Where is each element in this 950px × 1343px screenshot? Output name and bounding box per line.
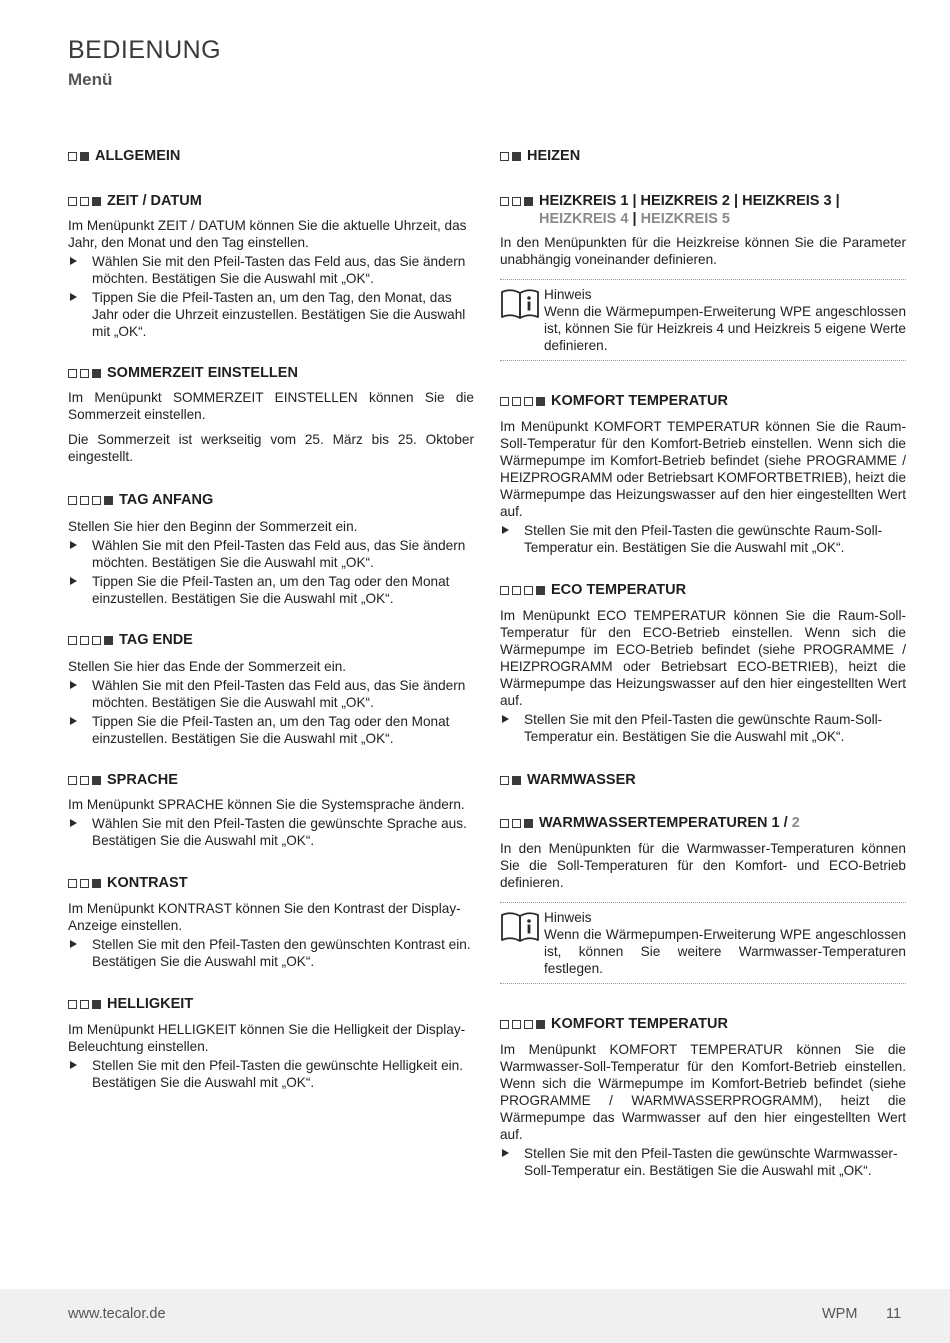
arrow-bullet-icon xyxy=(70,541,77,549)
paragraph: Stellen Sie hier das Ende der Sommerzeit ein. xyxy=(68,659,347,674)
level-marker-icon xyxy=(68,491,116,509)
section-heading-warmwasser: WARMWASSER xyxy=(500,771,906,789)
arrow-bullet-icon xyxy=(70,577,77,585)
bullet-item: Tippen Sie die Pfeil-Tasten an, um den Tag, den Monat, das Jahr oder die Uhrzeit einzustellen. Bestätigen Sie die Auswahl mit „OK“. xyxy=(68,289,474,340)
level-marker-icon xyxy=(500,581,548,599)
note-box xyxy=(500,902,906,984)
right-column xyxy=(500,144,906,1179)
paragraph: Im Menüpunkt KOMFORT TEMPERATUR können Sie die Warmwasser-Soll-Temperatur für den Komfort-Betrieb einstellen. Wenn sich die Wärmepumpe im Komfort-Betrieb befindet (siehe PROGRAMME / WARMWASSERPROGRAMM), heizt die Wärmepumpe das Warmwasser auf den hier eingestellten Wert auf. xyxy=(500,1042,906,1142)
section-heading-eco-temperatur: ECO TEMPERATUR xyxy=(500,581,906,599)
level-marker-icon xyxy=(500,814,536,832)
paragraph: Im Menüpunkt HELLIGKEIT können Sie die Helligkeit der Display-Beleuchtung einstellen. xyxy=(68,1022,466,1054)
note-box xyxy=(500,279,906,361)
note-text: Wenn die Wärmepumpen-Erweiterung WPE angeschlossen ist, können Sie für Heizkreis 4 und Heizkreis 5 eigene Werte definieren. xyxy=(544,304,906,353)
arrow-bullet-icon xyxy=(70,257,77,265)
page-title: BEDIENUNG xyxy=(68,36,222,64)
bullet-item: Wählen Sie mit den Pfeil-Tasten das Feld aus, das Sie ändern möchten. Bestätigen Sie die Auswahl mit „OK“. xyxy=(68,537,474,571)
arrow-bullet-icon xyxy=(70,1061,77,1069)
level-marker-icon xyxy=(68,364,104,382)
arrow-bullet-icon xyxy=(70,293,77,301)
arrow-bullet-icon xyxy=(70,681,77,689)
bullet-item: Stellen Sie mit den Pfeil-Tasten die gewünschte Warmwasser-Soll-Temperatur ein. Bestätigen Sie die Auswahl mit „OK“. xyxy=(500,1145,906,1179)
bullet-item: Stellen Sie mit den Pfeil-Tasten die gewünschte Raum-Soll-Temperatur ein. Bestätigen Sie die Auswahl mit „OK“. xyxy=(500,711,906,745)
section-heading-heizkreis: HEIZKREIS 1 | HEIZKREIS 2 | HEIZKREIS 3 | HEIZKREIS 4 | HEIZKREIS 5 xyxy=(500,192,906,228)
section-heading-komfort-temperatur: KOMFORT TEMPERATUR xyxy=(500,392,906,410)
paragraph: Im Menüpunkt SOMMERZEIT EINSTELLEN können Sie die Sommerzeit einstellen. xyxy=(68,390,474,422)
section-heading-tag-anfang: TAG ANFANG xyxy=(68,491,474,509)
info-book-icon xyxy=(500,287,540,319)
bullet-item: Tippen Sie die Pfeil-Tasten an, um den Tag oder den Monat einzustellen. Bestätigen Sie die Auswahl mit „OK“. xyxy=(68,573,474,607)
bullet-item: Wählen Sie mit den Pfeil-Tasten die gewünschte Sprache aus. Bestätigen Sie die Auswahl mit „OK“. xyxy=(68,815,474,849)
bullet-item: Wählen Sie mit den Pfeil-Tasten das Feld aus, das Sie ändern möchten. Bestätigen Sie die Auswahl mit „OK“. xyxy=(68,677,474,711)
note-title: Hinweis xyxy=(544,287,592,302)
bullet-item: Wählen Sie mit den Pfeil-Tasten das Feld aus, das Sie ändern möchten. Bestätigen Sie die Auswahl mit „OK“. xyxy=(68,253,474,287)
note-text: Wenn die Wärmepumpen-Erweiterung WPE angeschlossen ist, können Sie weitere Warmwasser-Temperaturen festlegen. xyxy=(544,927,906,976)
level-marker-icon xyxy=(500,147,524,165)
level-marker-icon xyxy=(68,147,92,165)
paragraph: Im Menüpunkt KOMFORT TEMPERATUR können Sie die Raum-Soll-Temperatur für den Komfort-Betrieb einstellen. Wenn sich die Wärmepumpe im Komfort-Betrieb befindet (siehe PROGRAMME / HEIZPROGRAMM oder Betriebsart KOMFORTBETRIEB), heizt die Wärmepumpe das Heizungswasser auf den hier eingestellten Wert auf. xyxy=(500,419,906,519)
paragraph: In den Menüpunkten für die Warmwasser-Temperaturen können Sie die Soll-Temperaturen für den Komfort- und ECO-Betrieb definieren. xyxy=(500,841,906,890)
left-column xyxy=(68,144,474,1091)
bullet-item: Stellen Sie mit den Pfeil-Tasten die gewünschte Raum-Soll-Temperatur ein. Bestätigen Sie die Auswahl mit „OK“. xyxy=(500,522,906,556)
arrow-bullet-icon xyxy=(70,819,77,827)
page-subtitle: Menü xyxy=(68,70,113,89)
level-marker-icon xyxy=(68,874,104,892)
level-marker-icon xyxy=(68,771,104,789)
section-heading-heizen: HEIZEN xyxy=(500,147,906,165)
arrow-bullet-icon xyxy=(502,715,509,723)
level-marker-icon xyxy=(500,392,548,410)
level-marker-icon xyxy=(68,192,104,210)
page-number: 11 xyxy=(886,1306,902,1322)
section-heading-helligkeit: HELLIGKEIT xyxy=(68,995,474,1013)
page-header xyxy=(68,34,221,90)
paragraph: Im Menüpunkt ZEIT / DATUM können Sie die aktuelle Uhrzeit, das Jahr, den Monat und den Tag einstellen. xyxy=(68,218,467,250)
page-footer xyxy=(0,1289,950,1343)
section-heading-zeit-datum: ZEIT / DATUM xyxy=(68,192,474,210)
level-marker-icon xyxy=(500,771,524,789)
section-heading-komfort-temperatur-ww: KOMFORT TEMPERATUR xyxy=(500,1015,906,1033)
level-marker-icon xyxy=(500,192,536,210)
section-heading-tag-ende: TAG ENDE xyxy=(68,631,474,649)
section-heading-sommerzeit: SOMMERZEIT EINSTELLEN xyxy=(68,364,474,382)
info-book-icon xyxy=(500,910,540,942)
paragraph: Im Menüpunkt KONTRAST können Sie den Kontrast der Display-Anzeige einstellen. xyxy=(68,901,461,933)
section-heading-allgemein: ALLGEMEIN xyxy=(68,147,474,165)
section-heading-kontrast: KONTRAST xyxy=(68,874,474,892)
bullet-item: Tippen Sie die Pfeil-Tasten an, um den Tag oder den Monat einzustellen. Bestätigen Sie die Auswahl mit „OK“. xyxy=(68,713,474,747)
paragraph: Im Menüpunkt SPRACHE können Sie die Systemsprache ändern. xyxy=(68,797,465,812)
level-marker-icon xyxy=(68,995,104,1013)
level-marker-icon xyxy=(68,631,116,649)
note-title: Hinweis xyxy=(544,910,592,925)
section-heading-warmwassertemperaturen: WARMWASSERTEMPERATUREN 1 / 2 xyxy=(500,814,906,832)
footer-document-name: WPM xyxy=(822,1306,858,1322)
arrow-bullet-icon xyxy=(70,940,77,948)
level-marker-icon xyxy=(500,1015,548,1033)
footer-url[interactable]: www.tecalor.de xyxy=(68,1306,166,1322)
arrow-bullet-icon xyxy=(70,717,77,725)
arrow-bullet-icon xyxy=(502,1149,509,1157)
bullet-item: Stellen Sie mit den Pfeil-Tasten die gewünschte Helligkeit ein. Bestätigen Sie die Auswahl mit „OK“. xyxy=(68,1057,474,1091)
paragraph: In den Menüpunkten für die Heizkreise können Sie die Parameter unabhängig voneinander definieren. xyxy=(500,235,906,267)
paragraph: Stellen Sie hier den Beginn der Sommerzeit ein. xyxy=(68,519,358,534)
paragraph: Im Menüpunkt ECO TEMPERATUR können Sie die Raum-Soll-Temperatur für den ECO-Betrieb einstellen. Wenn sich die Wärmepumpe im ECO-Betrieb befindet (siehe PROGRAMME / HEIZPROGRAMM oder Betriebsart ECO-BETRIEB), heizt die Wärmepumpe das Heizungswasser auf den hier eingestellten Wert auf. xyxy=(500,608,906,708)
paragraph: Die Sommerzeit ist werkseitig vom 25. März bis 25. Oktober eingestellt. xyxy=(68,432,474,464)
bullet-item: Stellen Sie mit den Pfeil-Tasten den gewünschten Kontrast ein. Bestätigen Sie die Auswahl mit „OK“. xyxy=(68,936,474,970)
section-heading-sprache: SPRACHE xyxy=(68,771,474,789)
arrow-bullet-icon xyxy=(502,526,509,534)
